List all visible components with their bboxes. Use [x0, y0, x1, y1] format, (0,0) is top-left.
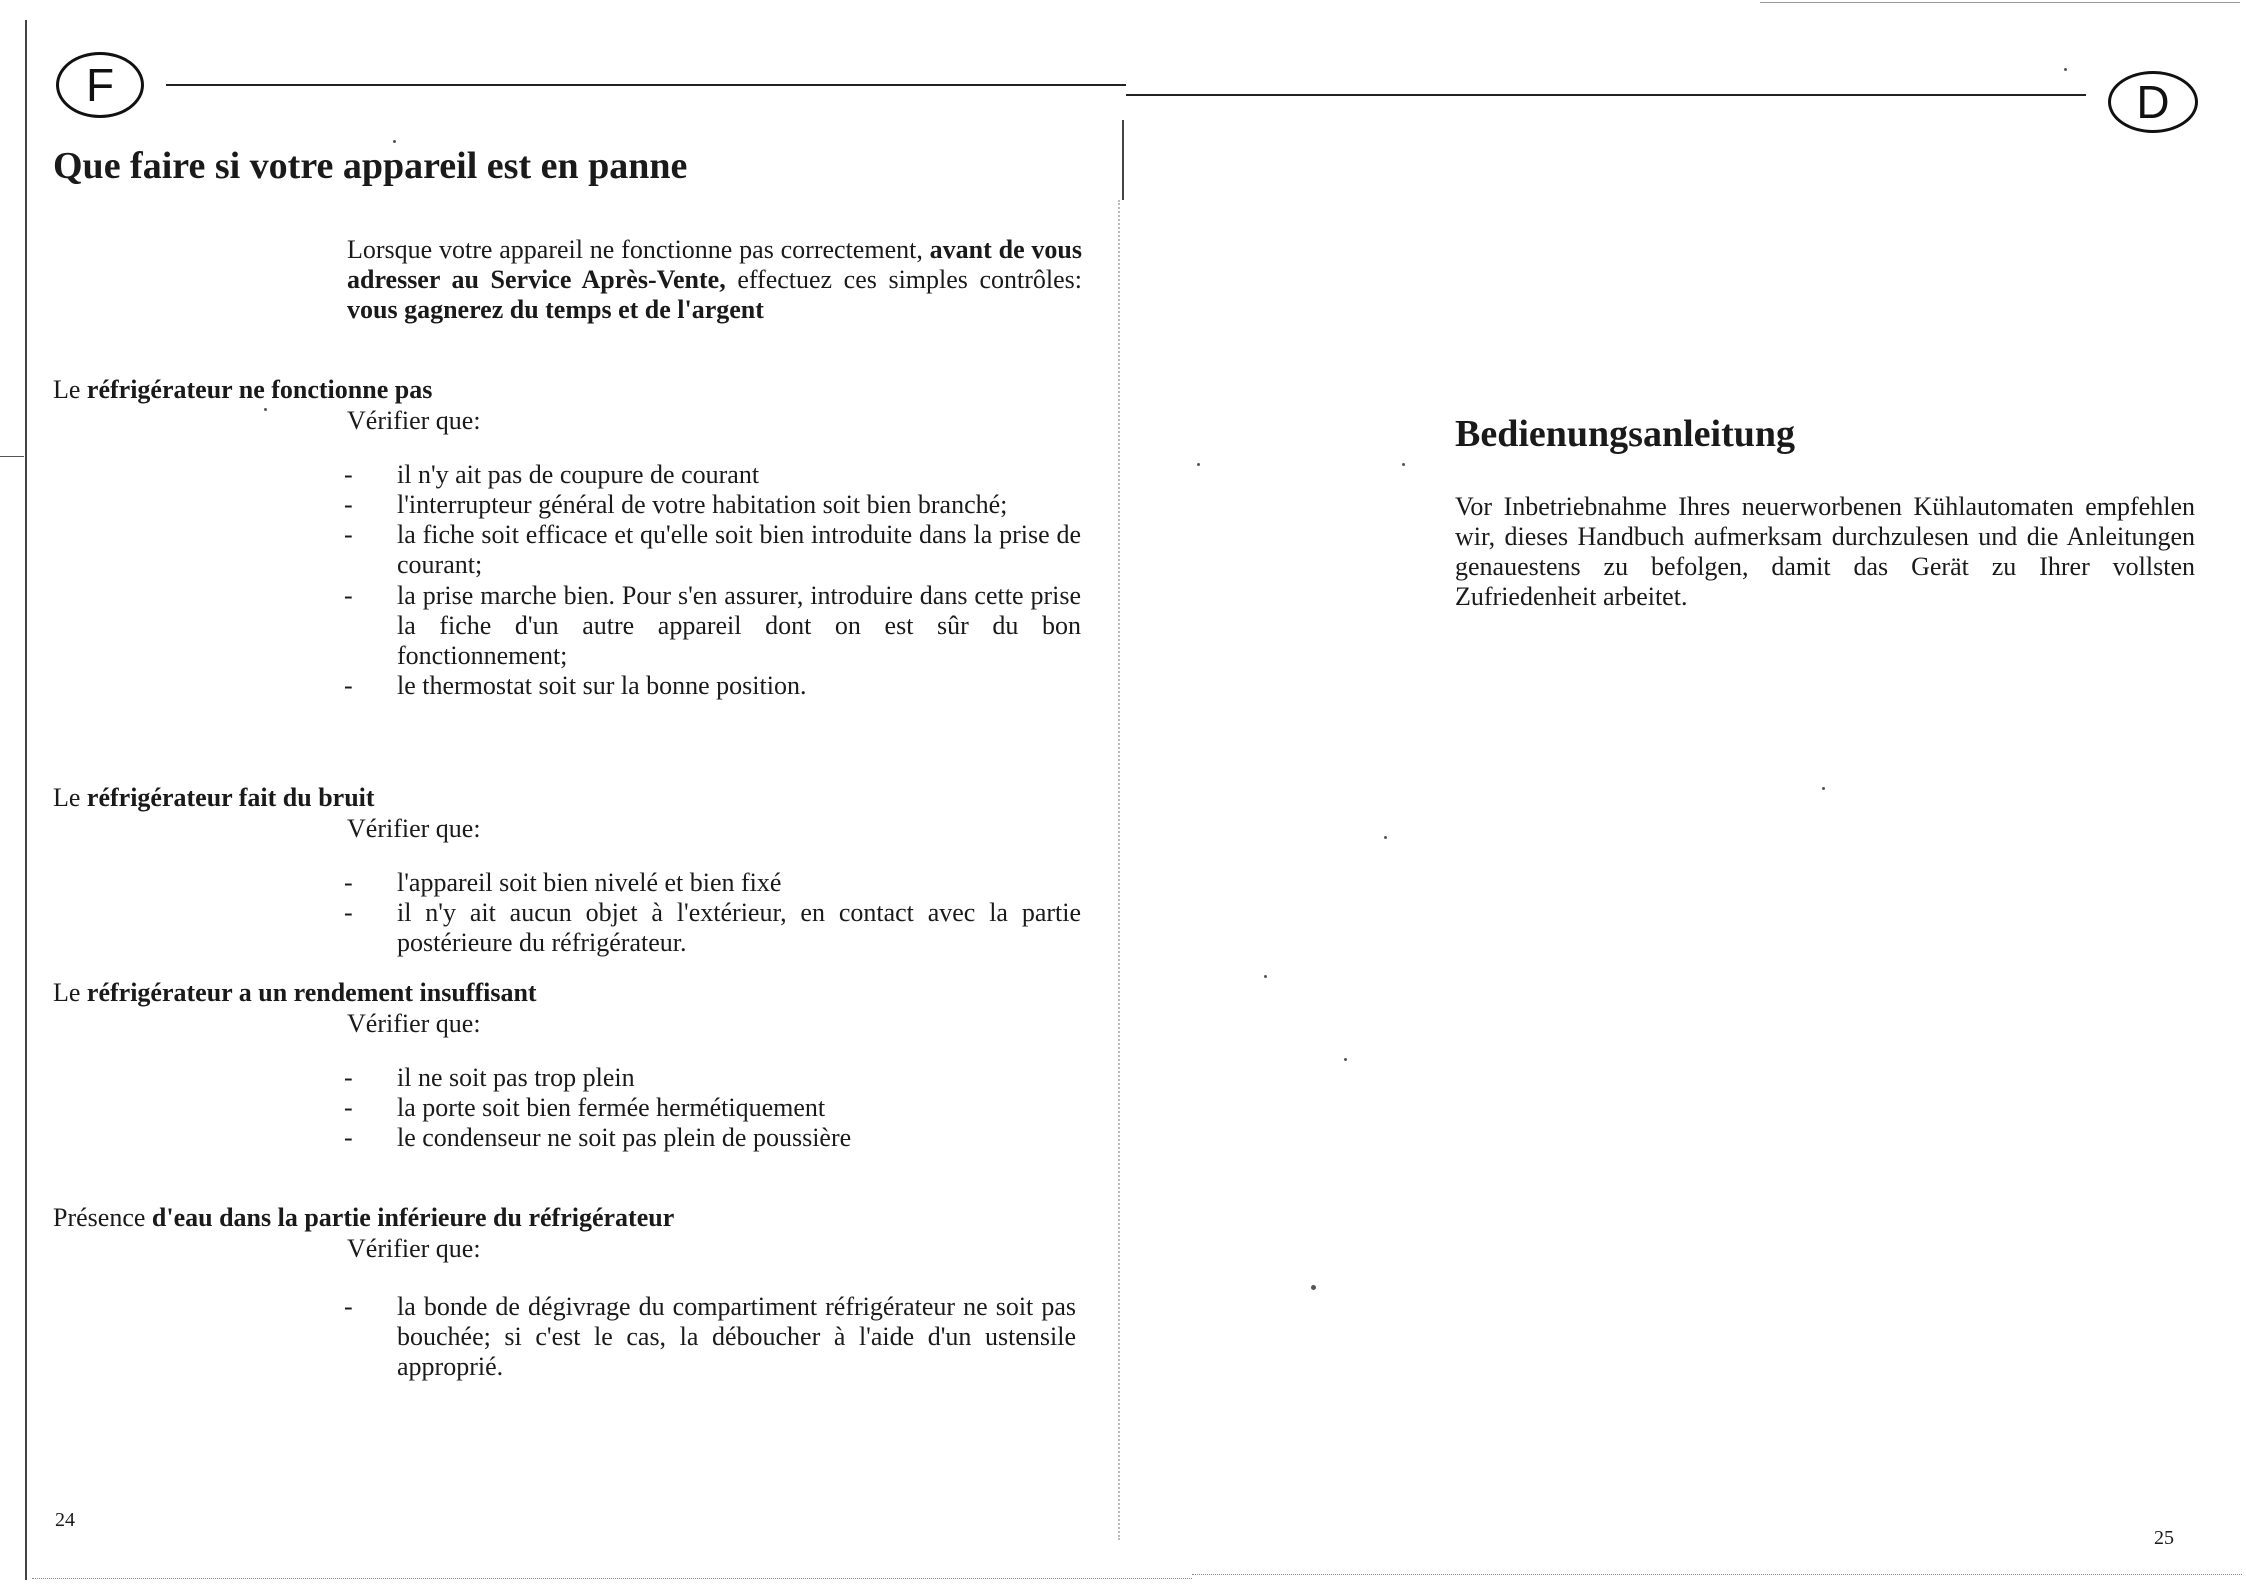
scan-speck	[2064, 68, 2067, 71]
section-heading: Le réfrigérateur ne fonctionne pas	[53, 375, 433, 404]
left-page-edge	[25, 20, 27, 1580]
scan-speck	[1384, 836, 1387, 839]
section-heading: Le réfrigérateur fait du bruit	[53, 783, 375, 812]
scan-speck	[393, 140, 396, 143]
scan-speck	[1311, 1285, 1316, 1290]
scan-speck	[1822, 787, 1825, 790]
check-list	[344, 460, 1081, 701]
list-item: - il n'y ait aucun objet à l'extérieur, en contact avec la partie postérieure du réfrigérateur.	[344, 898, 1081, 958]
check-label: Vérifier que:	[347, 1234, 481, 1263]
check-label: Vérifier que:	[347, 406, 481, 435]
right-header-rule	[1126, 94, 2086, 96]
section-heading: Présence d'eau dans la partie inférieure du réfrigérateur	[53, 1203, 675, 1232]
list-item: - l'interrupteur général de votre habitation soit bien branché;	[344, 490, 1008, 520]
scan-speck	[1197, 463, 1200, 466]
gutter-dotted-line	[1118, 200, 1120, 1540]
intro-paragraph: Lorsque votre appareil ne fonctionne pas correctement, avant de vous adresser au Service Après-Vente, effectuez ces simples contrôles: vous gagnerez du temps et de l'argent	[347, 235, 1083, 325]
list-item: - la prise marche bien. Pour s'en assurer, introduire dans cette prise la fiche d'un autre appareil dont on est sûr du bon fonctionnement;	[344, 580, 1081, 670]
list-item: - le condenseur ne soit pas plein de poussière	[344, 1123, 852, 1153]
scan-speck	[1402, 463, 1405, 466]
check-label: Vérifier que:	[347, 1009, 481, 1038]
page-title: Bedienungsanleitung	[1455, 413, 1795, 455]
gutter-line	[1122, 120, 1124, 200]
list-item: - il ne soit pas trop plein	[344, 1063, 635, 1092]
right-footer-rule	[1192, 1574, 2242, 1575]
top-right-rule	[1760, 2, 2240, 3]
left-header-rule	[166, 84, 1126, 86]
list-item: - l'appareil soit bien nivelé et bien fixé	[344, 868, 782, 897]
scan-speck	[1264, 975, 1267, 978]
list-item: - le thermostat soit sur la bonne position.	[344, 671, 807, 701]
check-list	[344, 868, 1081, 958]
scan-speck	[264, 408, 267, 411]
list-item: - la porte soit bien fermée hermétiquement	[344, 1093, 826, 1123]
scan-speck	[1344, 1058, 1347, 1061]
page-number: 25	[2154, 1527, 2174, 1549]
check-list	[344, 1063, 1081, 1153]
list-item: - la fiche soit efficace et qu'elle soit bien introduite dans la prise de courant;	[344, 520, 1081, 580]
language-badge-fr	[56, 52, 144, 118]
left-margin-tick	[0, 456, 24, 457]
page-title: Que faire si votre appareil est en panne	[53, 145, 688, 187]
intro-paragraph: Vor Inbetriebnahme Ihres neuerworbenen Kühlautomaten empfehlen wir, dieses Handbuch aufmerksam durchzulesen und die Anleitungen genauestens zu befolgen, damit das Gerät zu Ihrer vollsten Zufriedenheit arbeitet.	[1455, 492, 2195, 612]
check-list	[344, 1292, 1076, 1382]
left-footer-rule	[32, 1578, 1192, 1579]
section-heading: Le réfrigérateur a un rendement insuffisant	[53, 978, 537, 1007]
page-number: 24	[55, 1509, 75, 1531]
list-item: - il n'y ait pas de coupure de courant	[344, 460, 760, 489]
list-item: - la bonde de dégivrage du compartiment réfrigérateur ne soit pas bouchée; si c'est le cas, la déboucher à l'aide d'un ustensile approprié.	[344, 1292, 1076, 1382]
language-badge-label: D	[2136, 76, 2170, 128]
check-label: Vérifier que:	[347, 814, 481, 843]
language-badge-label: F	[85, 59, 115, 111]
language-badge-de	[2108, 71, 2198, 133]
